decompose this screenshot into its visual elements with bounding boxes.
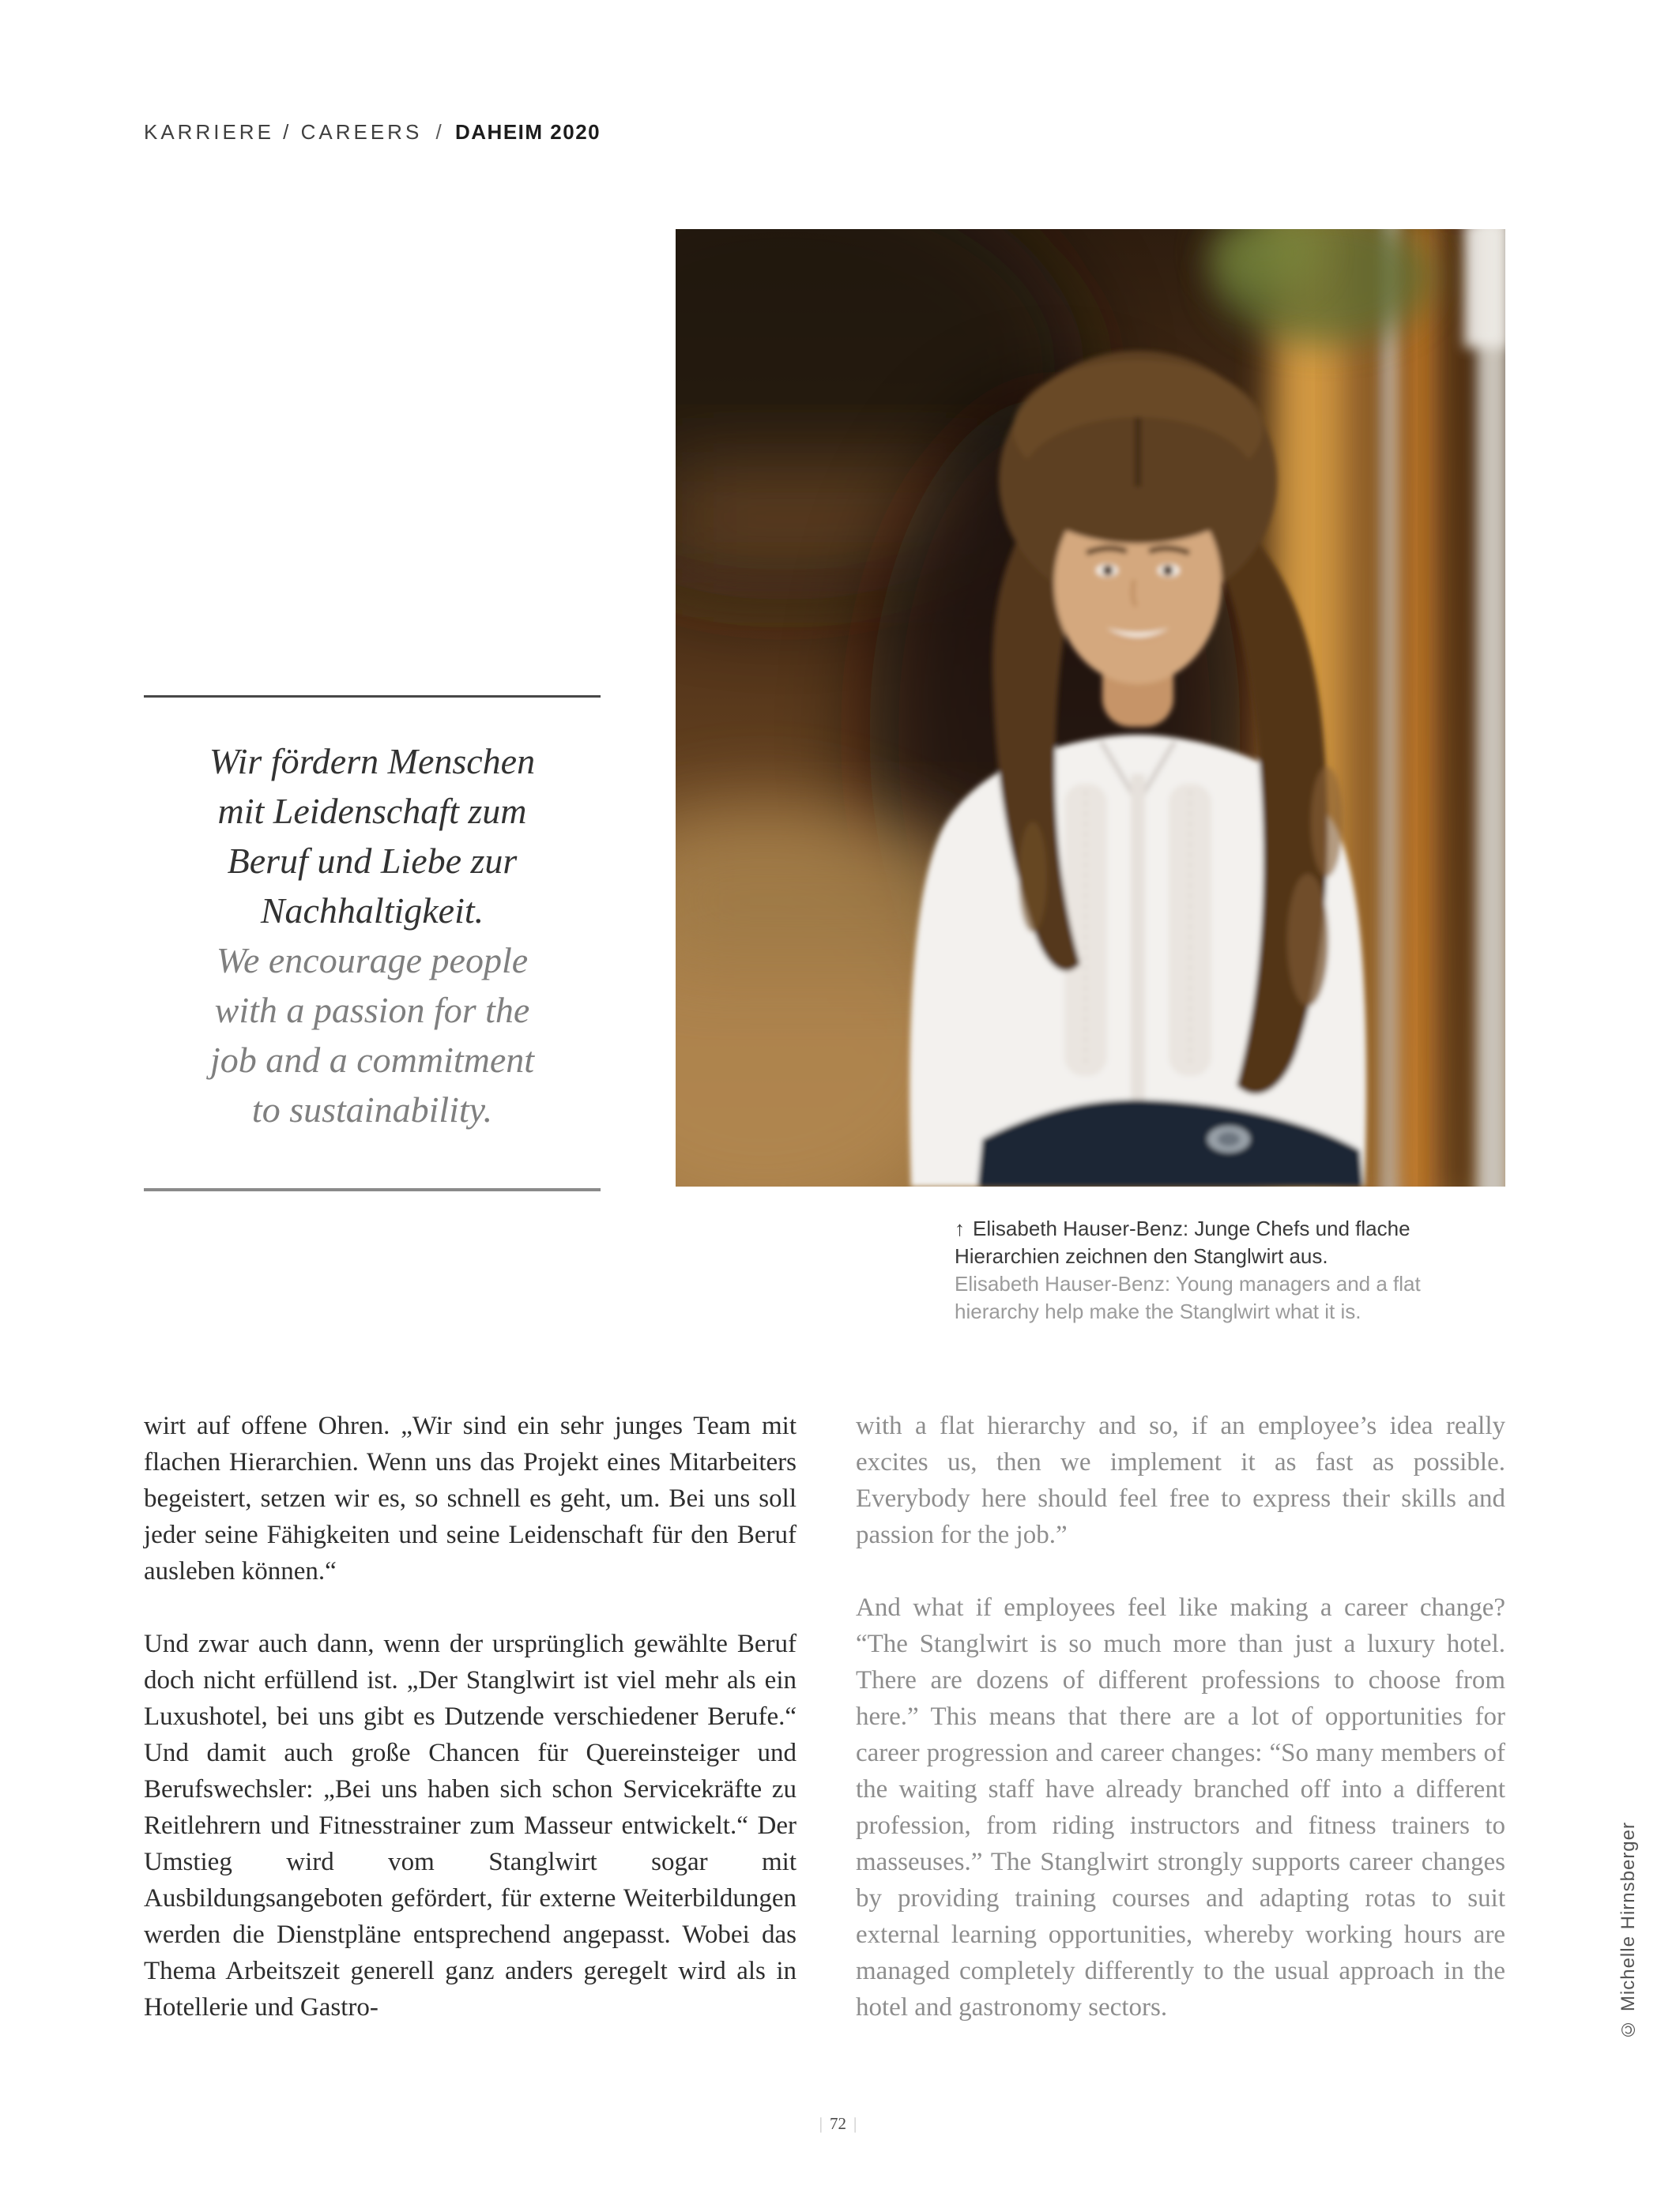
page-number-value: 72 [830,2114,846,2133]
quote-line: Wir fördern Menschen [209,741,536,781]
pull-quote-german [128,736,616,935]
quote-line: Nachhaltigkeit. [260,890,484,931]
quote-rule-bottom [144,1188,601,1191]
quote-line: job and a commitment [209,1040,535,1080]
body-paragraph: wirt auf offene Ohren. „Wir sind ein sehr junges Team mit flachen Hierarchien. Wenn uns das Projekt eines Mitarbeiters begeistert, setzen wir es, so schnell es geht, um. Bei uns soll jeder seine Fähigkeiten und seine Leidenschaft für den Beruf ausleben können.“ [144,1412,797,1586]
quote-rule-top [144,695,601,698]
up-arrow-icon: ↑ [955,1217,965,1240]
pull-quote-block [144,695,601,1191]
body-column-english [856,1408,1505,2026]
photo-caption [955,1215,1508,1326]
photo-caption-english: Elisabeth Hauser-Benz: Young managers and a flat hierarchy help make the Stanglwirt what it is. [955,1272,1421,1323]
quote-line: Beruf und Liebe zur [227,841,518,881]
kicker-section-label: KARRIERE / CAREERS [144,120,423,144]
photo-credit: © Michelle Hirnsberger [1618,1822,1639,2040]
body-paragraph: with a flat hierarchy and so, if an employee’s idea really excites us, then we implement it as fast as possible. Everybody here should feel free to express their skills and passion for the job.” [856,1412,1505,1549]
pull-quote [128,736,616,1134]
body-paragraph: Und zwar auch dann, wenn der ursprünglich gewählte Beruf doch nicht erfüllend ist. „Der Stanglwirt ist viel mehr als ein Luxushotel, bei uns gibt es Dutzende verschiedener Berufe.“ Und damit auch große Chancen für Quereinsteiger und Berufswechsler: „Bei uns haben sich schon Servicekräfte zu Reitlehrern und Fitnesstrainer zum Masseur entwickelt.“ Der Umstieg wird vom Stanglwirt sogar mit Ausbildungsangeboten gefördert, für externe Weiterbildungen werden die Dienstpläne entsprechend angepasst. Wobei das Thema Arbeitszeit generell ganz anders geregelt wird als in Hotellerie und Gastro- [144,1630,797,2022]
body-paragraph: And what if employees feel like making a career change? “The Stanglwirt is so much more than just a luxury hotel. There are dozens of different professions to choose from here.” This means that there are a lot of opportunities for career progression and career changes: “So many members of the waiting staff have already branched off into a different profession, from riding instructors and fitness trainers to masseuses.” The Stanglwirt strongly supports career changes by providing training courses and adapting rotas to suit external learning opportunities, whereby working hours are managed completely differently to the usual approach in the hotel and gastronomy sectors. [856,1593,1505,2022]
quote-line: mit Leidenschaft zum [217,791,527,831]
section-kicker [144,120,601,145]
photo-caption-german [955,1215,1508,1270]
page-number [0,2114,1676,2134]
quote-line: with a passion for the [214,990,530,1030]
quote-line: We encourage people [216,940,529,980]
page-number-bar: | [853,2114,857,2133]
kicker-separator: / [435,120,442,144]
quote-line: to sustainability. [251,1089,493,1130]
kicker-issue-label: DAHEIM 2020 [455,120,601,144]
pull-quote-english [128,935,616,1134]
portrait-photo [676,229,1505,1187]
body-column-german [144,1408,797,2026]
page-number-bar: | [819,2114,823,2133]
photo-caption-german-text: Elisabeth Hauser-Benz: Junge Chefs und flache Hierarchien zeichnen den Stanglwirt aus. [955,1217,1410,1268]
portrait-photo-illustration [676,229,1505,1187]
